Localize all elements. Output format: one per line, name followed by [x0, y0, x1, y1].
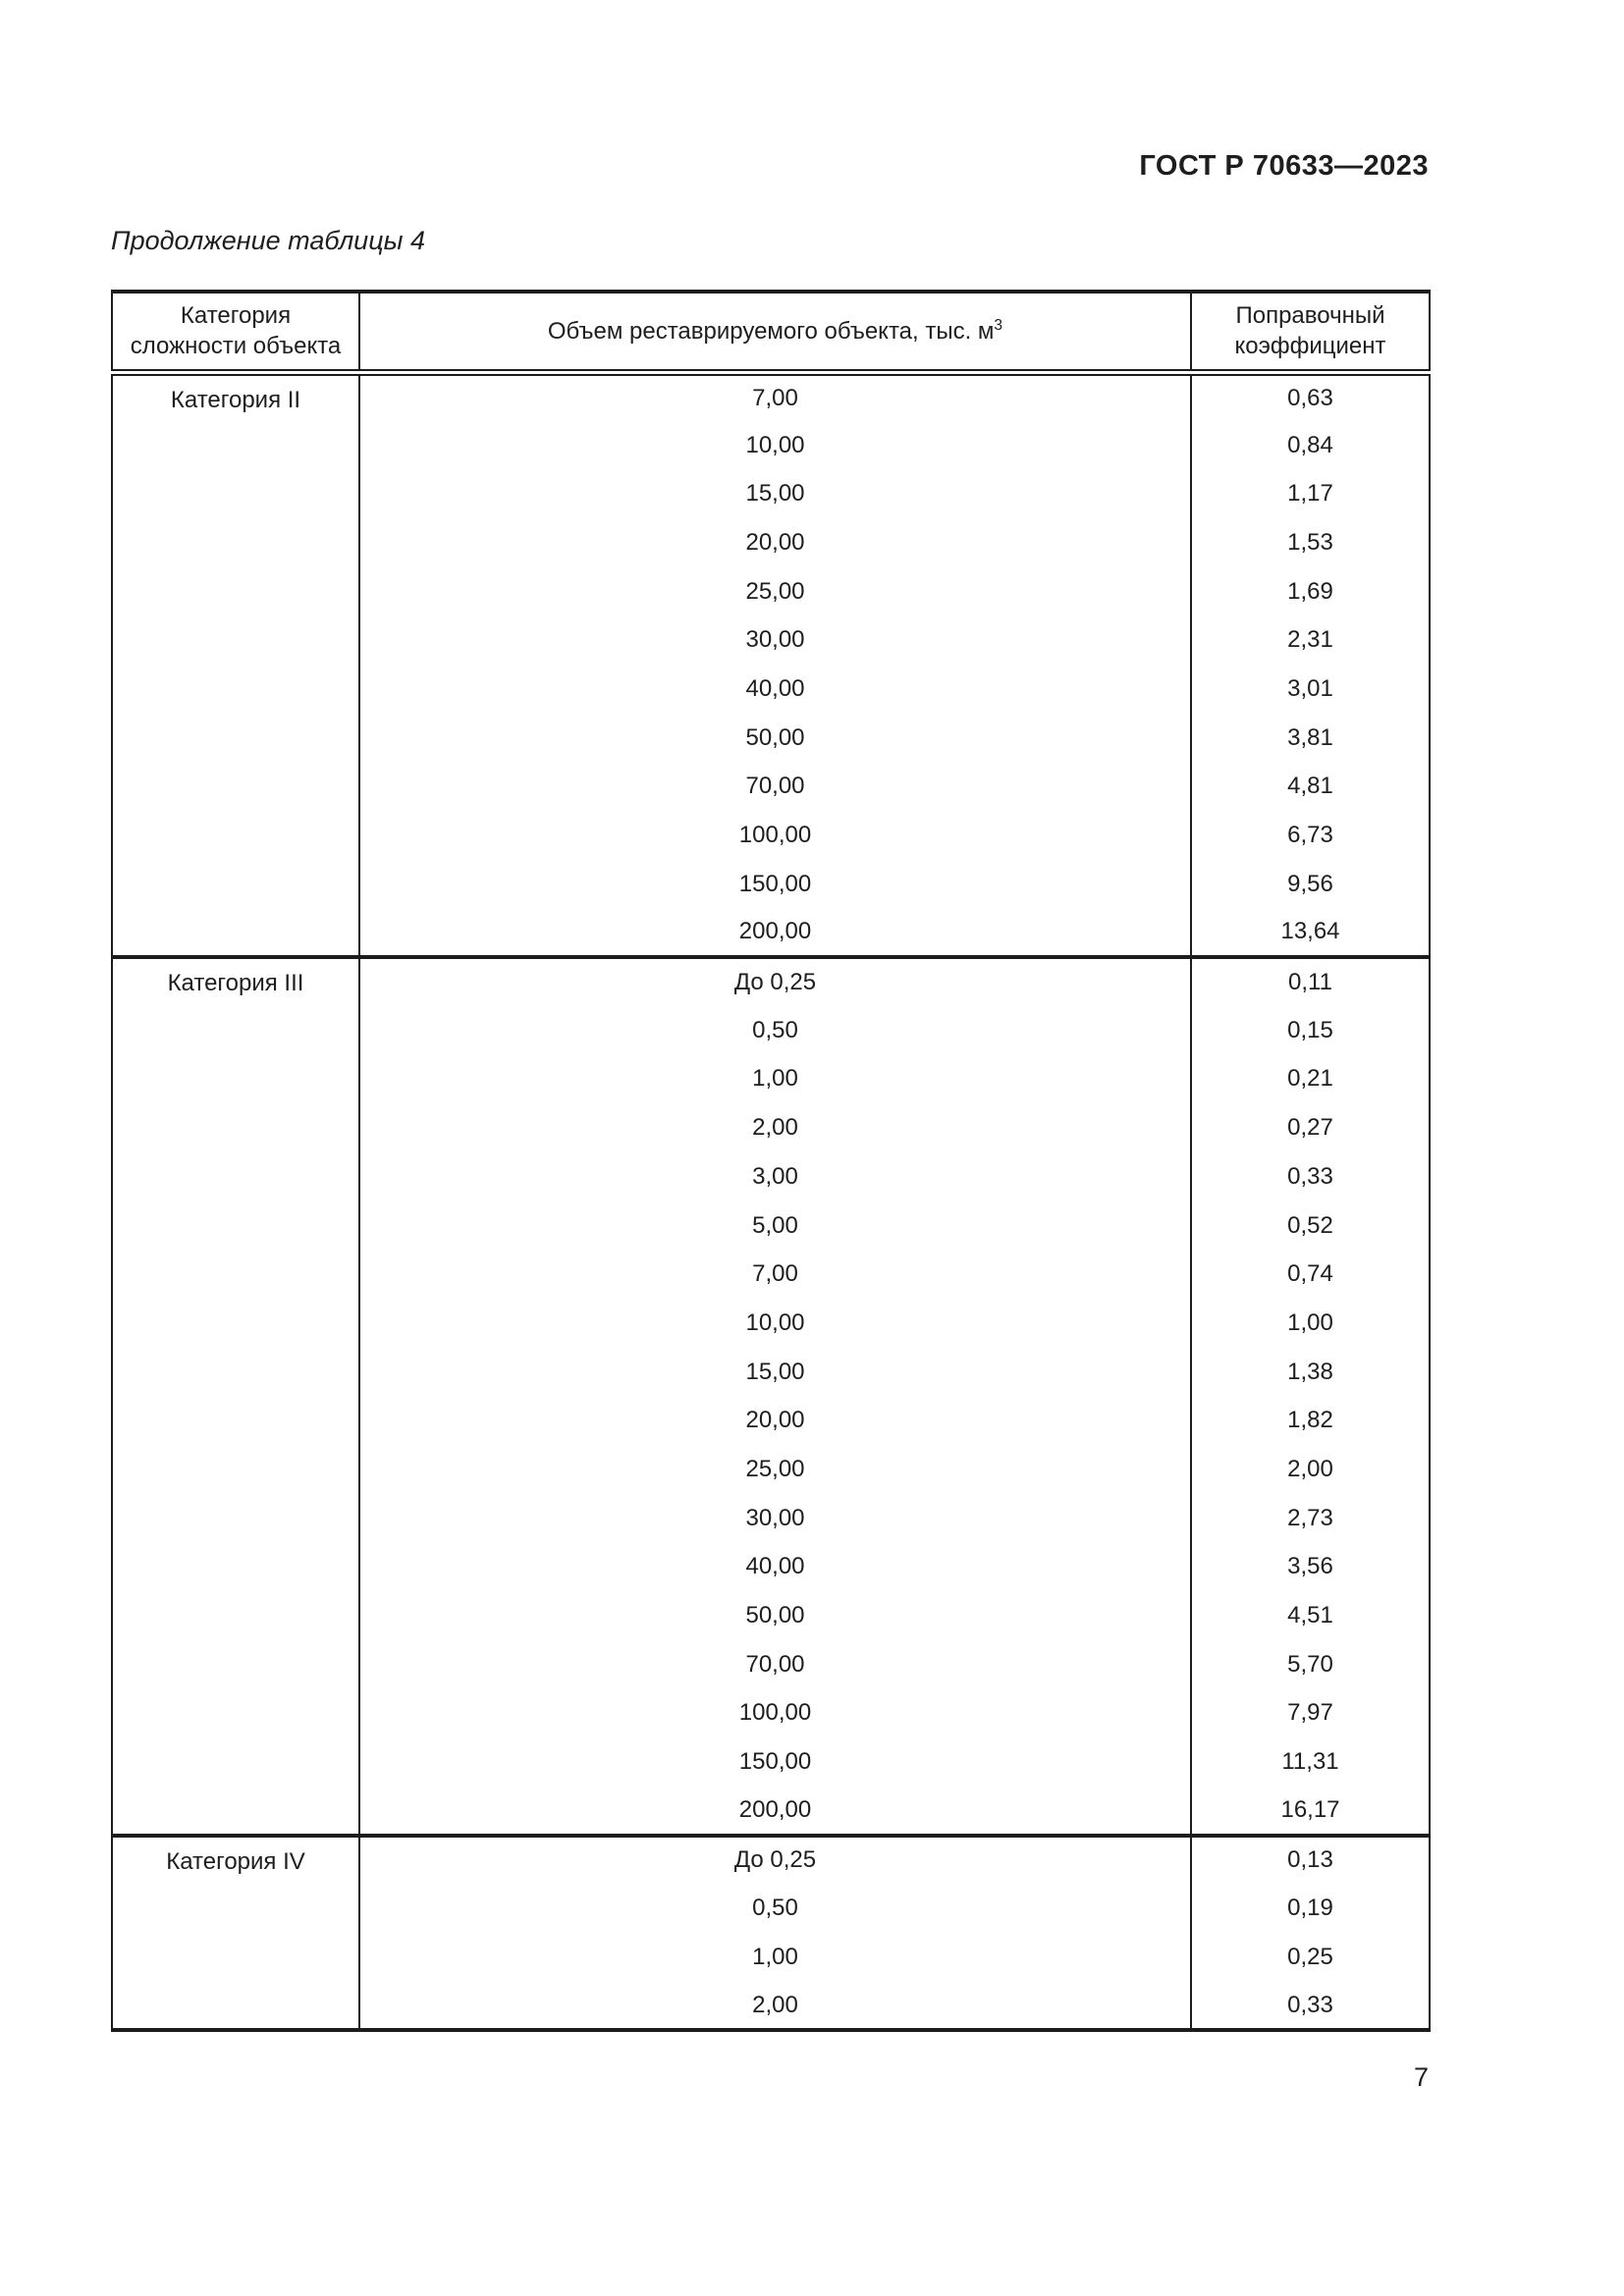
coefficient-cell: 1,17	[1191, 469, 1430, 518]
coefficient-cell: 9,56	[1191, 860, 1430, 909]
table-row	[112, 957, 1430, 1006]
coefficient-cell: 0,11	[1191, 957, 1430, 1006]
coefficient-cell: 3,01	[1191, 665, 1430, 714]
coefficient-cell: 0,33	[1191, 1982, 1430, 2031]
table-section	[112, 1836, 1430, 2031]
volume-cell: 15,00	[359, 469, 1191, 518]
header-volume-label: Объем реставрируемого объекта, тыс. м	[547, 317, 995, 345]
header-volume-superscript: 3	[994, 316, 1003, 334]
coefficient-cell: 1,82	[1191, 1396, 1430, 1445]
volume-cell: 25,00	[359, 567, 1191, 616]
standard-code-header: ГОСТ Р 70633—2023	[1139, 150, 1429, 182]
coefficient-cell: 2,00	[1191, 1445, 1430, 1494]
volume-cell: 40,00	[359, 1543, 1191, 1592]
header-row	[112, 292, 1430, 372]
coefficient-cell: 3,56	[1191, 1543, 1430, 1592]
coefficient-cell: 0,27	[1191, 1103, 1430, 1152]
volume-cell: 70,00	[359, 1640, 1191, 1689]
header-volume-column	[359, 292, 1191, 372]
volume-cell: 10,00	[359, 1299, 1191, 1348]
volume-cell: 1,00	[359, 1933, 1191, 1982]
coefficient-cell: 6,73	[1191, 811, 1430, 860]
coefficient-cell: 4,51	[1191, 1591, 1430, 1640]
volume-cell: 200,00	[359, 909, 1191, 958]
volume-cell: 20,00	[359, 1396, 1191, 1445]
volume-cell: 3,00	[359, 1152, 1191, 1201]
coefficient-cell: 1,53	[1191, 518, 1430, 567]
coefficient-cell: 0,52	[1191, 1201, 1430, 1251]
coefficient-cell: 5,70	[1191, 1640, 1430, 1689]
volume-cell: 0,50	[359, 1884, 1191, 1933]
coefficient-cell: 0,33	[1191, 1152, 1430, 1201]
volume-cell: 2,00	[359, 1982, 1191, 2031]
volume-cell: 7,00	[359, 1250, 1191, 1299]
volume-cell: 30,00	[359, 1494, 1191, 1543]
table-row	[112, 1836, 1430, 1885]
volume-cell: 50,00	[359, 714, 1191, 763]
volume-cell: 20,00	[359, 518, 1191, 567]
header-category-column: Категория сложности объекта	[112, 292, 359, 372]
coefficient-cell: 16,17	[1191, 1787, 1430, 1836]
volume-cell: 10,00	[359, 421, 1191, 470]
table-header	[112, 292, 1430, 372]
volume-cell: 150,00	[359, 860, 1191, 909]
coefficients-table	[111, 290, 1431, 2032]
coefficient-cell: 7,97	[1191, 1689, 1430, 1738]
coefficient-cell: 3,81	[1191, 714, 1430, 763]
table-section	[112, 957, 1430, 1835]
coefficient-cell: 1,38	[1191, 1348, 1430, 1397]
volume-cell: 2,00	[359, 1103, 1191, 1152]
volume-cell: 7,00	[359, 372, 1191, 421]
coefficient-cell: 0,19	[1191, 1884, 1430, 1933]
volume-cell: 40,00	[359, 665, 1191, 714]
category-cell: Категория IV	[112, 1836, 359, 2031]
coefficient-cell: 0,84	[1191, 421, 1430, 470]
coefficient-cell: 0,63	[1191, 372, 1430, 421]
coefficient-cell: 13,64	[1191, 909, 1430, 958]
category-cell: Категория II	[112, 372, 359, 957]
coefficient-cell: 0,21	[1191, 1055, 1430, 1104]
table-row	[112, 372, 1430, 421]
coefficient-cell: 0,15	[1191, 1006, 1430, 1055]
coefficient-cell: 2,73	[1191, 1494, 1430, 1543]
category-cell: Категория III	[112, 957, 359, 1835]
volume-cell: 0,50	[359, 1006, 1191, 1055]
header-coefficient-column: Поправочный коэффициент	[1191, 292, 1430, 372]
coefficient-cell: 2,31	[1191, 615, 1430, 665]
volume-cell: 15,00	[359, 1348, 1191, 1397]
volume-cell: 100,00	[359, 1689, 1191, 1738]
coefficient-cell: 0,74	[1191, 1250, 1430, 1299]
volume-cell: 30,00	[359, 615, 1191, 665]
volume-cell: 5,00	[359, 1201, 1191, 1251]
volume-cell: 150,00	[359, 1737, 1191, 1787]
volume-cell: До 0,25	[359, 1836, 1191, 1885]
page-number: 7	[1413, 2062, 1429, 2092]
coefficient-cell: 1,00	[1191, 1299, 1430, 1348]
table-section	[112, 372, 1430, 957]
volume-cell: 100,00	[359, 811, 1191, 860]
coefficient-cell: 4,81	[1191, 763, 1430, 812]
coefficient-cell: 0,25	[1191, 1933, 1430, 1982]
table-caption: Продолжение таблицы 4	[111, 226, 426, 255]
coefficient-cell: 1,69	[1191, 567, 1430, 616]
volume-cell: 1,00	[359, 1055, 1191, 1104]
volume-cell: До 0,25	[359, 957, 1191, 1006]
volume-cell: 50,00	[359, 1591, 1191, 1640]
volume-cell: 200,00	[359, 1787, 1191, 1836]
coefficient-cell: 11,31	[1191, 1737, 1430, 1787]
volume-cell: 70,00	[359, 763, 1191, 812]
volume-cell: 25,00	[359, 1445, 1191, 1494]
coefficient-cell: 0,13	[1191, 1836, 1430, 1885]
